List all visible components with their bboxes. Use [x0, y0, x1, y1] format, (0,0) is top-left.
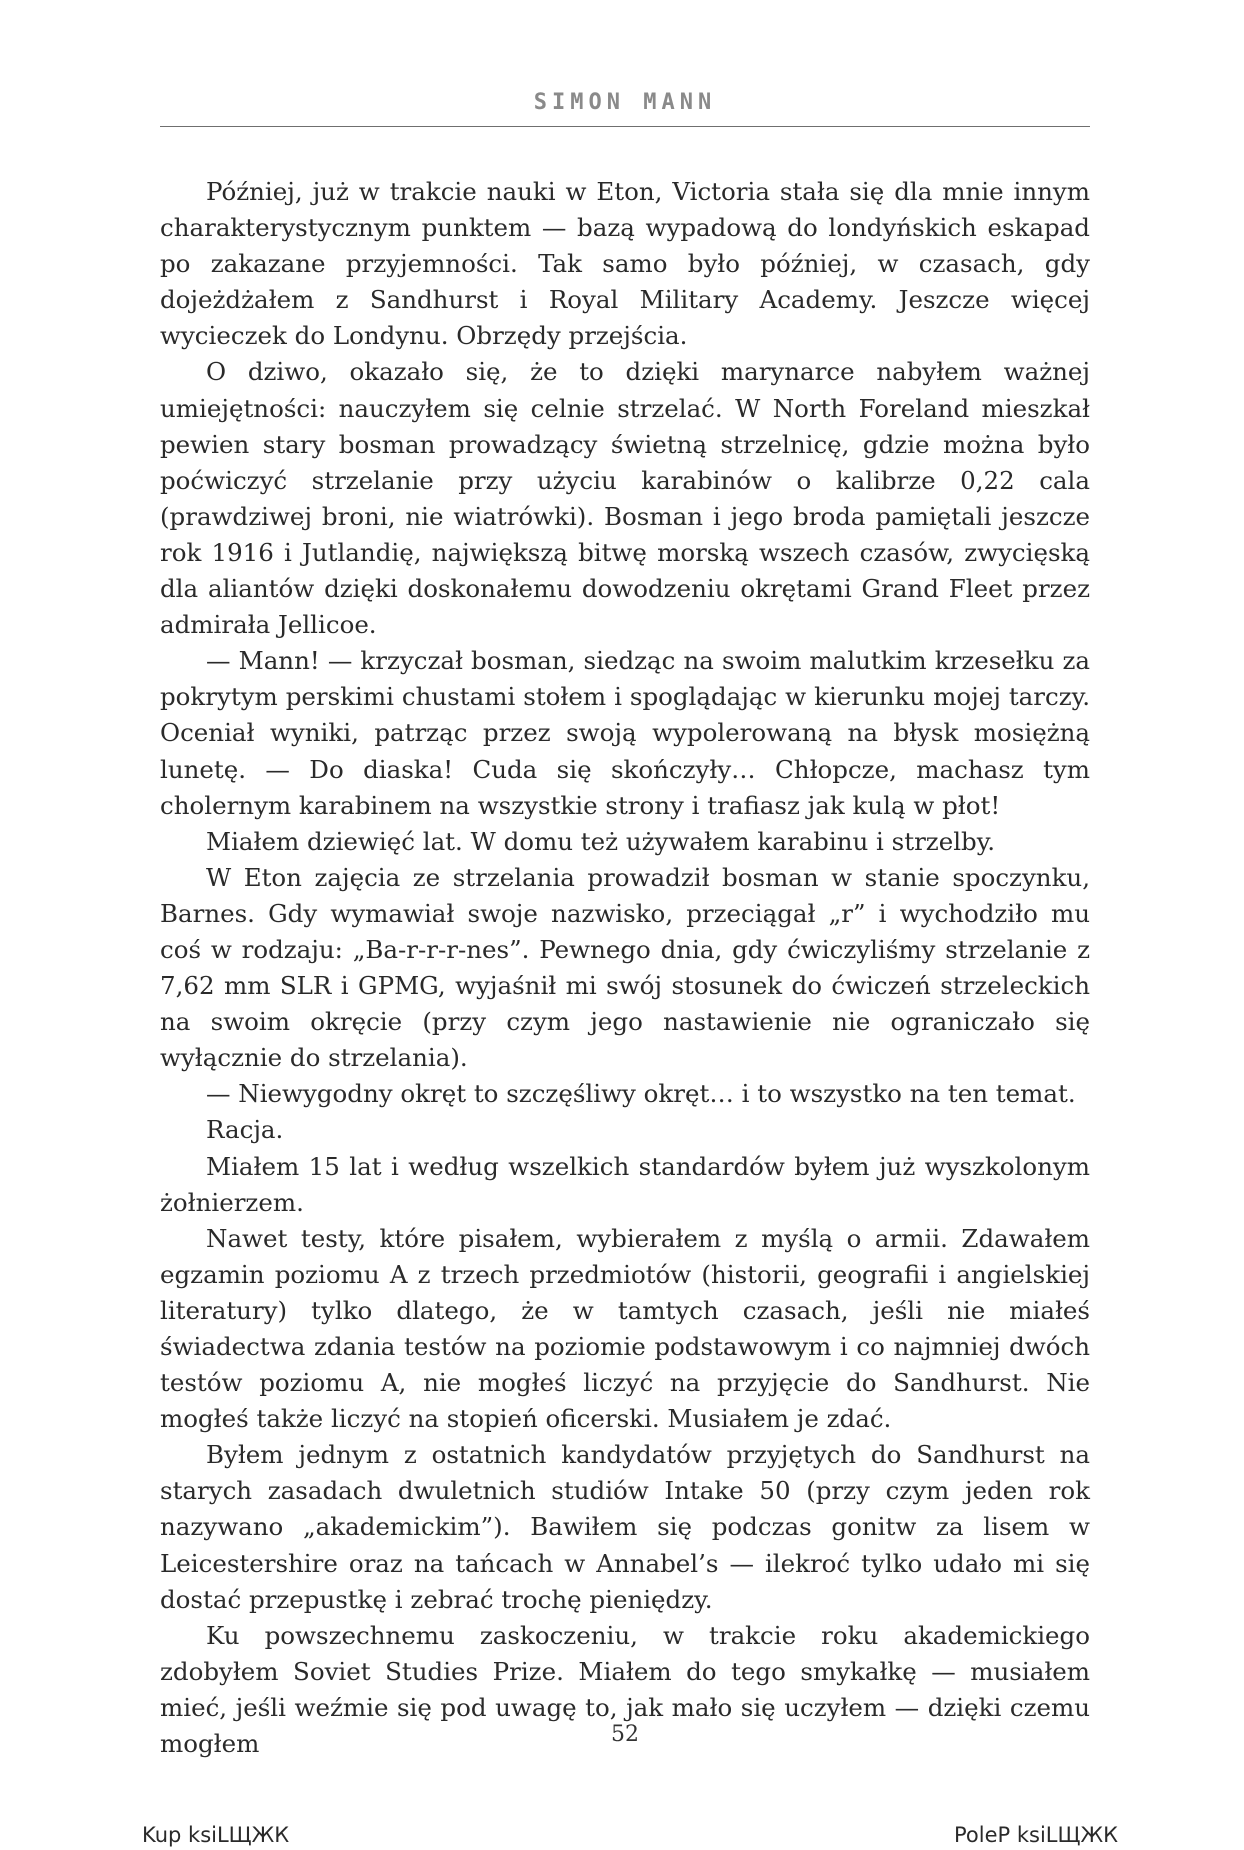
paragraph: — Mann! — krzyczał bosman, siedząc na swoim malutkim krzesełku za pokrytym perskimi chustami stołem i spoglądając w kierunku mojej tarczy. Oceniał wyniki, patrząc przez swoją wypolerowaną na błysk mosiężną lunetę. — Do diaska! Cuda się skończyły… Chłopcze, machasz tym cholernym karabinem na wszystkie strony i trafiasz jak kulą w płot!: [160, 646, 1090, 820]
paragraph: W Eton zajęcia ze strzelania prowadził bosman w stanie spoczynku, Barnes. Gdy wymawiał swoje nazwisko, przeciągał „r” i wychodziło mu coś w rodzaju: „Ba-r-r-r-nes”. Pewnego dnia, gdy ćwiczyliśmy strzelanie z 7,62 mm SLR i GPMG, wyjaśnił mi swój stosunek do ćwiczeń strzeleckich na swoim okręcie (przy czym jego nastawienie nie ograniczało się wyłącznie do strzelania).: [160, 862, 1090, 1073]
paragraph: Później, już w trakcie nauki w Eton, Victoria stała się dla mnie innym charakterystycznym punktem — bazą wypadową do londyńskich eskapad po zakazane przyjemności. Tak samo było później, w czasach, gdy dojeżdżałem z Sandhurst i Royal Military Academy. Jeszcze więcej wycieczek do Londynu. Obrzędy przejścia.: [160, 177, 1090, 351]
recommend-book-link[interactable]: PoleP ksiLЩЖК: [954, 1823, 1118, 1847]
buy-book-link[interactable]: Kup ksiLЩЖК: [142, 1823, 290, 1847]
paragraph: Byłem jednym z ostatnich kandydatów przyjętych do Sandhurst na starych zasadach dwuletnich studiów Intake 50 (przy czym jeden rok nazywano „akademickim”). Bawiłem się podczas gonitw za lisem w Leicestershire oraz na tańcach w Annabel’s — ilekroć tylko udało mi się dostać przepustkę i zebrać trochę pieniędzy.: [160, 1440, 1090, 1614]
paragraph: Racja.: [206, 1115, 284, 1145]
header-rule: [160, 126, 1090, 127]
paragraph: — Niewygodny okręt to szczęśliwy okręt… i to wszystko na ten temat.: [206, 1079, 1076, 1109]
paragraph: Miałem 15 lat i według wszelkich standardów byłem już wyszkolonym żołnierzem.: [160, 1151, 1090, 1217]
paragraph: Miałem dziewięć lat. W domu też używałem karabinu i strzelby.: [206, 826, 996, 856]
paragraph: Ku powszechnemu zaskoczeniu, w trakcie roku akademickiego zdobyłem Soviet Studies Prize. Miałem do tego smykałkę — musiałem mieć, jeśli weźmie się pod uwagę to, jak mało się uczyłem — dzięki czemu mogłem: [160, 1620, 1090, 1759]
body-text: [160, 174, 1090, 1762]
paragraph: Nawet testy, które pisałem, wybierałem z myślą o armii. Zdawałem egzamin poziomu A z trzech przedmiotów (historii, geografii i angielskiej literatury) tylko dlatego, że w tamtych czasach, jeśli nie miałeś świadectwa zdania testów na poziomie podstawowym i co najmniej dwóch testów poziomu A, nie mogłeś liczyć na przyjęcie do Sandhurst. Nie mogłeś także liczyć na stopień oficerski. Musiałem je zdać.: [160, 1223, 1090, 1434]
running-title: SIMON MANN: [533, 90, 717, 115]
page-number: 52: [611, 1722, 639, 1747]
paragraph: O dziwo, okazało się, że to dzięki marynarce nabyłem ważnej umiejętności: nauczyłem się celnie strzelać. W North Foreland mieszkał pewien stary bosman prowadzący świetną strzelnicę, gdzie można było poćwiczyć strzelanie przy użyciu karabinów o kalibrze 0,22 cala (prawdziwej broni, nie wiatrówki). Bosman i jego broda pamiętali jeszcze rok 1916 i Jutlandię, największą bitwę morską wszech czasów, zwycięską dla aliantów dzięki doskonałemu dowodzeniu okrętami Grand Fleet przez admirała Jellicoe.: [160, 357, 1090, 640]
